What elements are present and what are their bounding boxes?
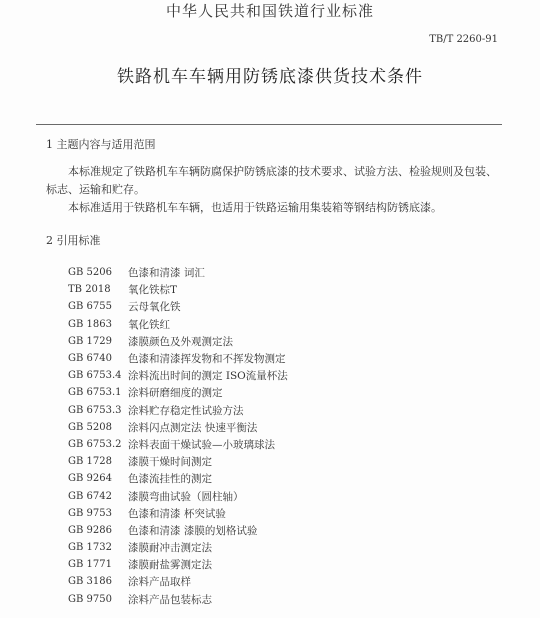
reference-name: 涂料流出时间的测定 ISO流量杯法 xyxy=(128,370,288,383)
section-heading-1: 1 主题内容与适用范围 xyxy=(46,138,156,151)
reference-item xyxy=(68,470,288,487)
reference-name: 涂料研磨细度的测定 xyxy=(128,387,223,400)
reference-code: GB 5208 xyxy=(68,421,112,433)
reference-name: 氧化铁棕T xyxy=(128,284,178,297)
reference-code: GB 6753.1 xyxy=(68,387,122,399)
reference-name: 云母氧化铁 xyxy=(128,301,181,314)
reference-item xyxy=(68,367,288,384)
section-1-paragraph-1 xyxy=(46,163,506,199)
reference-name: 涂料产品取样 xyxy=(128,576,191,589)
reference-code: GB 6742 xyxy=(68,490,112,502)
reference-code: GB 6753.4 xyxy=(68,370,122,382)
reference-code: GB 1728 xyxy=(68,456,112,468)
reference-name: 色漆和清漆 漆膜的划格试验 xyxy=(128,524,258,537)
reference-code: GB 1729 xyxy=(68,335,112,347)
reference-code: GB 3186 xyxy=(68,576,112,588)
reference-name: 色漆和清漆 杯突试验 xyxy=(128,507,226,520)
reference-name: 涂料表面干燥试验—小玻璃球法 xyxy=(128,438,275,451)
reference-code: GB 1863 xyxy=(68,318,112,330)
reference-standards-list xyxy=(68,264,288,608)
reference-item xyxy=(68,573,288,590)
reference-item xyxy=(68,298,288,315)
paragraph-text: 本标准规定了铁路机车车辆防腐保护防锈底漆的技术要求、试验方法、检验规则及包装、标志、运输和贮存。 xyxy=(46,165,497,196)
reference-item xyxy=(68,402,288,419)
reference-code: GB 9286 xyxy=(68,524,112,536)
reference-code: TB 2018 xyxy=(68,284,111,296)
reference-name: 漆膜耐冲击测定法 xyxy=(128,542,212,555)
reference-code: GB 9753 xyxy=(68,507,112,519)
reference-name: 涂料闪点测定法 快速平衡法 xyxy=(128,421,258,434)
title-divider xyxy=(36,124,502,125)
reference-item xyxy=(68,591,288,608)
reference-item xyxy=(68,556,288,573)
reference-item xyxy=(68,522,288,539)
paragraph-text: 本标准适用于铁路机车车辆，也适用于铁路运输用集装箱等钢结构防锈底漆。 xyxy=(68,201,442,214)
reference-code: GB 6753.2 xyxy=(68,438,122,450)
reference-item xyxy=(68,453,288,470)
section-heading-2: 2 引用标准 xyxy=(46,234,101,247)
reference-code: GB 5206 xyxy=(68,267,112,279)
reference-code: GB 9264 xyxy=(68,473,112,485)
reference-code: GB 1732 xyxy=(68,542,112,554)
reference-code: GB 6740 xyxy=(68,353,112,365)
reference-item xyxy=(68,333,288,350)
reference-item xyxy=(68,350,288,367)
reference-code: GB 1771 xyxy=(68,559,112,571)
document-title: 铁路机车车辆用防锈底漆供货技术条件 xyxy=(117,67,423,87)
reference-name: 漆膜颜色及外观测定法 xyxy=(128,335,233,348)
reference-item xyxy=(68,436,288,453)
reference-name: 色漆和清漆 词汇 xyxy=(128,267,205,280)
reference-item xyxy=(68,384,288,401)
reference-name: 涂料贮存稳定性试验方法 xyxy=(128,404,244,417)
reference-name: 涂料产品包装标志 xyxy=(128,593,212,606)
reference-name: 氧化铁红 xyxy=(128,318,170,331)
reference-name: 色漆和清漆挥发物和不挥发物测定 xyxy=(128,353,286,366)
reference-item xyxy=(68,316,288,333)
reference-code: GB 9750 xyxy=(68,593,112,605)
reference-item xyxy=(68,419,288,436)
reference-code: GB 6753.3 xyxy=(68,404,122,416)
section-1-paragraph-2 xyxy=(46,199,506,217)
standard-number: TB/T 2260-91 xyxy=(429,34,498,45)
reference-name: 漆膜弯曲试验（圆柱轴） xyxy=(128,490,244,503)
reference-item xyxy=(68,505,288,522)
reference-item xyxy=(68,281,288,298)
standard-header-title: 中华人民共和国铁道行业标准 xyxy=(165,2,374,20)
reference-item xyxy=(68,539,288,556)
reference-code: GB 6755 xyxy=(68,301,112,313)
reference-name: 色漆流挂性的测定 xyxy=(128,473,212,486)
reference-name: 漆膜干燥时间测定 xyxy=(128,456,212,469)
reference-name: 漆膜耐盐雾测定法 xyxy=(128,559,212,572)
reference-item xyxy=(68,264,288,281)
reference-item xyxy=(68,487,288,504)
